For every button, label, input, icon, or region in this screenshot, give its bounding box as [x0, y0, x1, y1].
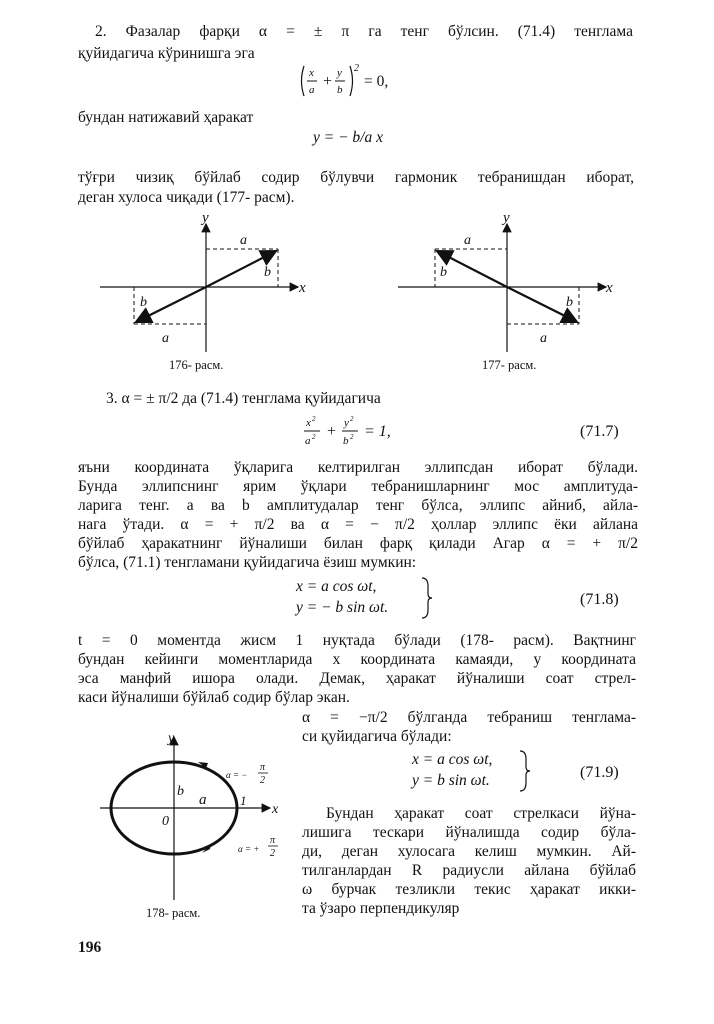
equation-number: (71.7): [580, 423, 619, 440]
b-label: b: [140, 295, 147, 310]
text-line: тўғри чизиқ бўйлаб содир бўлувчи гармоник тебранишдан иборат,: [78, 169, 634, 186]
svg-text:2: 2: [354, 63, 359, 74]
b-label: b: [177, 784, 184, 799]
b-label: b: [566, 295, 573, 310]
svg-text:= 1,: = 1,: [364, 423, 391, 440]
svg-text:2: 2: [350, 433, 354, 441]
svg-text:+: +: [326, 423, 337, 440]
pi-label: π: [270, 835, 276, 846]
brace: [420, 576, 434, 620]
equation-number: (71.9): [580, 764, 619, 781]
text-line: ди, деган хулосага келиш мумкин. Ай-: [302, 843, 636, 860]
text-line: тилганлардан R радиусли айлана бўйлаб: [302, 862, 636, 879]
y-axis-label: y: [168, 731, 175, 746]
text-line: α = −π/2 бўлганда тебраниш тенглама-: [302, 709, 636, 726]
text-line: 3. α = ± π/2 да (71.4) тенглама қуйидагича: [106, 390, 381, 407]
svg-text:y: y: [344, 417, 349, 429]
a-label: a: [464, 233, 471, 248]
text-line: t = 0 моментда жисм 1 нуқтада бўлади (178- расм). Вақтнинг: [78, 632, 636, 649]
svg-text:2: 2: [312, 433, 316, 441]
text-line: бундан натижавий ҳаракат: [78, 109, 254, 126]
text-line: нага ўтади. α = + π/2 ва α = − π/2 ҳоллар эллипс ёки айлана: [78, 516, 638, 533]
x-axis-label: x: [299, 280, 306, 296]
svg-text:2: 2: [350, 415, 354, 423]
text-line: ларига тенг. a ва b амплитудалар тенг бўлса, эллипс айниб, айла-: [78, 497, 638, 514]
svg-text:b: b: [337, 84, 343, 96]
a-label: a: [162, 331, 169, 346]
svg-text:b: b: [343, 435, 349, 447]
b-label: b: [264, 265, 271, 280]
text-line: яъни координата ўқларига келтирилган эллипсдан иборат бўлади.: [78, 459, 638, 476]
svg-text:y: y: [337, 67, 342, 79]
page-number: 196: [78, 939, 102, 956]
text-line: қуйидагича кўринишга эга: [78, 45, 255, 62]
brace: [518, 749, 532, 793]
alpha-minus-label: α = −: [226, 770, 248, 780]
pi-label: π: [260, 762, 266, 773]
text-line: бўйлаб ҳаракатнинг йўналиши билан фарқ қилади Агар α = + π/2: [78, 535, 638, 552]
svg-text:a: a: [305, 435, 311, 447]
alpha-plus-label: α = +: [238, 844, 260, 854]
text-line: си қуйидагича бўлади:: [302, 728, 452, 745]
figure-177: [398, 212, 638, 362]
y-axis-label: y: [503, 210, 510, 226]
text-line: эса манфий ишора олади. Демак, ҳаракат йўналиши соат стрел-: [78, 670, 636, 687]
text-line: бундан кейинги моментларида x координата камаяди, y координата: [78, 651, 636, 668]
formula-line: y = b sin ωt.: [412, 772, 490, 789]
formula-ellipse: [302, 413, 412, 449]
formula-line: x = a cos ωt,: [296, 578, 377, 595]
a-label: a: [540, 331, 547, 346]
figure-178: [98, 725, 298, 910]
svg-text:x: x: [306, 417, 311, 429]
formula-rhs: = 0,: [364, 73, 389, 90]
x-axis-label: x: [606, 280, 613, 296]
a-label: a: [199, 792, 207, 808]
figure-caption: 177- расм.: [482, 358, 537, 372]
text-line: каси йўналиши бўйлаб содир бўлар экан.: [78, 689, 350, 706]
origin-label: 0: [162, 814, 169, 829]
text-line: Бундан ҳаракат соат стрелкаси йўна-: [326, 805, 636, 822]
figure-caption: 176- расм.: [169, 358, 224, 372]
figure-caption: 178- расм.: [146, 906, 201, 920]
two-label: 2: [270, 848, 275, 859]
two-label: 2: [260, 775, 265, 786]
svg-text:2: 2: [312, 415, 316, 423]
svg-text:a: a: [309, 84, 315, 96]
y-axis-label: y: [202, 210, 209, 226]
formula-line: y = − b/a x: [313, 129, 383, 146]
figure-176: [100, 212, 340, 362]
text-line: бўлса, (71.1) тенгламани қуйидагича ёзиш мумкин:: [78, 554, 417, 571]
text-line: лишига тескари йўналишда содир бўла-: [302, 824, 636, 841]
b-label: b: [440, 265, 447, 280]
point-1-label: 1: [240, 793, 247, 808]
x-axis-label: x: [272, 802, 279, 817]
svg-text:+: +: [322, 73, 333, 90]
text-line: ω бурчак тезликли текис ҳаракат икки-: [302, 881, 636, 898]
formula-line: y = − b sin ωt.: [296, 599, 389, 616]
text-line: 2. Фазалар фарқи α = ± π га тенг бўлсин. (71.4) тенглама: [95, 23, 633, 40]
text-line: деган хулоса чиқади (177- расм).: [78, 189, 295, 206]
svg-text:x: x: [309, 67, 314, 79]
text-line: та ўзаро перпендикуляр: [302, 900, 460, 917]
a-label: a: [240, 233, 247, 248]
formula-line: x = a cos ωt,: [412, 751, 493, 768]
equation-number: (71.8): [580, 591, 619, 608]
text-line: Бунда эллипснинг ярим ўқлари тебранишларнинг мос амплитуда-: [78, 478, 638, 495]
